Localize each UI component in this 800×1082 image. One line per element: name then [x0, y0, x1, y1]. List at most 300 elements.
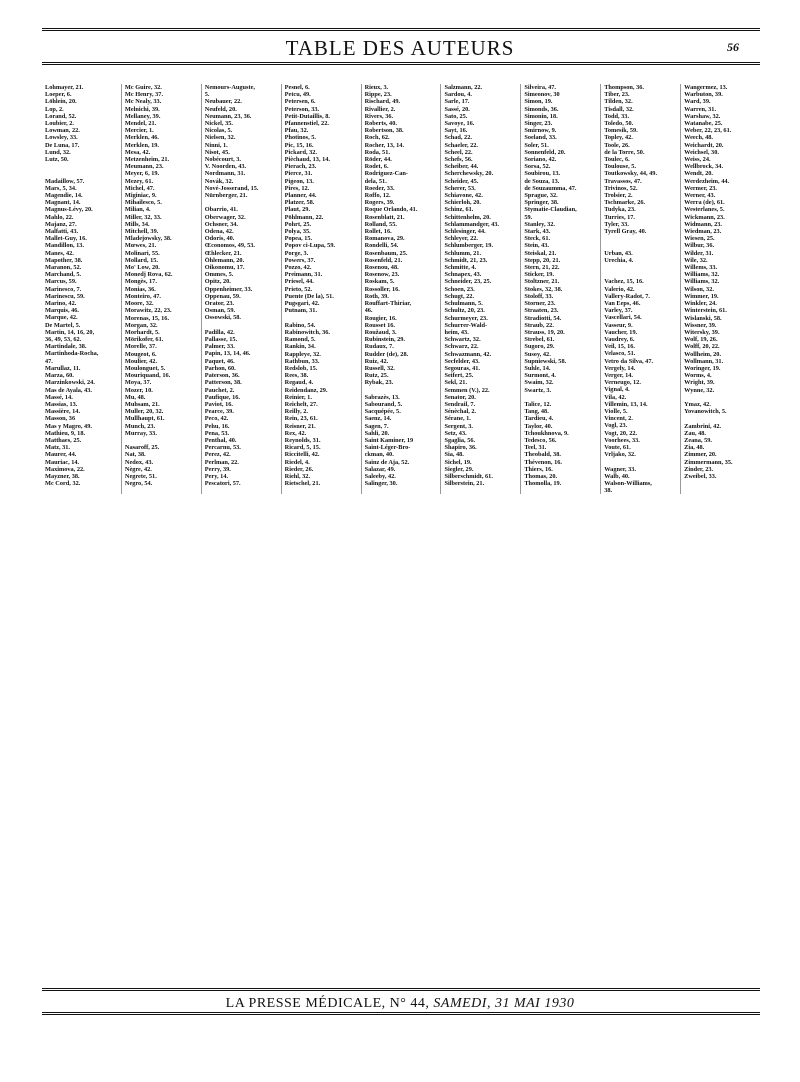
footer-rule-bottom [42, 1012, 760, 1015]
author-entry: Rieder, 26. [284, 465, 314, 473]
author-entry: Rogers, 39. [364, 199, 395, 207]
author-entry: Lowman, 22. [45, 127, 80, 135]
author-entry: Warshaw, 32. [684, 112, 721, 120]
author-entry: Mitchell, 39. [124, 228, 159, 236]
author-entry: Rodet, 6. [364, 163, 389, 171]
author-entry: Sagen, 7. [364, 422, 389, 430]
author-entry: Lop, 2. [45, 105, 64, 113]
author-entry: Stoltzner, 21. [524, 278, 560, 286]
author-entry: Miller, 32, 33. [124, 213, 162, 221]
author-entry: Milian, 4. [124, 206, 151, 214]
author-entry: Urban, 43. [604, 249, 633, 257]
author-entry: Wile, 32. [684, 256, 708, 264]
author-entry: Stern, 21, 22. [524, 264, 560, 272]
author-entry: Odena, 42. [204, 228, 234, 236]
author-entry: Toulouse, 5. [604, 163, 637, 171]
author-entry: Schefs, 56. [444, 156, 473, 164]
author-entry: Nedox, 43. [124, 458, 154, 466]
author-entry: Woringer, 19. [684, 364, 721, 372]
author-entry: Weichsel, 30. [684, 148, 719, 156]
author-entry: Sayt, 16. [444, 127, 468, 135]
author-entry: Roskam, 5. [364, 278, 395, 286]
author-entry: Morgan, 32. [124, 321, 158, 329]
author-entry: Toulec, 6. [604, 156, 630, 164]
author-entry: Rudaux, 7. [364, 343, 394, 351]
author-entry: Öhlemann, 20. [204, 256, 245, 264]
author-entry: Zeana, 59. [684, 436, 712, 444]
author-entry: Salinger, 30. [364, 480, 398, 488]
author-entry: Watanabe, 25. [684, 120, 723, 128]
author-entry: Rondelli, 54. [364, 242, 399, 250]
author-entry: Schaeler, 22. [444, 141, 478, 149]
author-entry: Saenz, 14. [364, 415, 392, 423]
author-entry: Valerio, 42. [604, 285, 635, 293]
author-entry: Roque Orlando, 41. [364, 206, 418, 214]
author-entry: Mladejowsky, 38. [124, 235, 172, 243]
author-entry: de Souza, 13. [524, 177, 560, 185]
author-entry: Murray, 33. [124, 429, 157, 437]
author-entry: De Martel, 5. [45, 321, 81, 329]
author-entry: Zau, 48. [684, 429, 706, 437]
author-entry: Molinari, 55. [124, 249, 160, 257]
author-entry: Masson, 36 [45, 415, 76, 423]
author-entry: Weech, 48. [684, 134, 713, 142]
author-entry: Zweibel, 33. [684, 472, 717, 480]
author-entry: Sarle, 17. [444, 98, 470, 106]
author-entry: Sardou, 4. [444, 91, 472, 99]
author-entry: Loeper, 6. [45, 91, 72, 99]
author-entry: Vetro da Silva, 47. [604, 357, 654, 365]
author-entry: Rivers, 36. [364, 112, 394, 120]
author-entry: Mezey, 61. [124, 177, 154, 185]
author-entry: Weiss, 24. [684, 156, 711, 164]
author-entry: Soriano, 42. [524, 156, 557, 164]
author-entry: Stoloff, 33. [524, 292, 554, 300]
author-entry: Lund, 32. [45, 148, 71, 156]
author-entry: Paviot, 16. [204, 400, 233, 408]
author-entry: Preimann, 31. [284, 271, 323, 279]
index-spacer [285, 315, 358, 322]
author-entry: Majanz, 27. [45, 220, 77, 228]
author-entry: Sichel, 19. [444, 458, 472, 466]
author-entry: Petit-Dutaillis, 8. [284, 112, 330, 120]
author-entry: Verneugo, 12. [604, 379, 641, 387]
author-entry: Madaillow, 57. [45, 177, 85, 185]
author-entry: Steck, 61. [524, 235, 551, 243]
header-rule-bottom [42, 62, 760, 65]
author-entry: Redslob, 15. [284, 364, 318, 372]
author-entry: Ramond, 5. [284, 336, 316, 344]
author-entry: Pfannenstiel, 22. [284, 120, 329, 128]
author-entry: Mathieu, 9, 18. [45, 429, 86, 437]
author-entry: Roberts, 40. [364, 120, 397, 128]
author-entry: Mougeot, 6. [124, 350, 157, 358]
author-entry: Schurmeyer, 23. [444, 314, 488, 322]
author-entry: Seifert, 25. [444, 372, 474, 380]
author-entry: Saint-Léger-Bro- [364, 444, 411, 452]
author-entry: Soeland, 33. [524, 134, 557, 142]
author-entry: Roch, 62. [364, 134, 390, 142]
index-spacer [365, 387, 438, 394]
author-entry: Wollmann, 31. [684, 357, 724, 365]
author-entry: Taylor, 40. [524, 422, 553, 430]
author-entry: Roda, 51. [364, 148, 390, 156]
author-entry: Tiber, 23. [604, 91, 630, 99]
author-entry: Wolff, 20, 22. [684, 343, 720, 351]
author-entry: Vogt, 20, 22. [604, 429, 638, 437]
author-entry: de Souzaumma, 47. [524, 184, 577, 192]
author-entry: Roffo, 12. [364, 192, 391, 200]
author-entry: Osman, 59. [204, 307, 236, 315]
author-entry: Schulmann, 5. [444, 300, 483, 308]
author-entry: Paufique, 16. [204, 393, 240, 401]
author-entry: Talice, 12. [524, 400, 552, 408]
index-column [521, 84, 601, 494]
author-entry: Mo' Low, 20. [124, 264, 160, 272]
author-entry: Negro, 54. [124, 480, 153, 488]
author-entry: Morawitz, 22, 23. [124, 307, 172, 315]
author-entry: Warren, 31. [684, 105, 717, 113]
author-entry: Swaim, 32. [524, 379, 554, 387]
author-entry: Schnapex, 43. [444, 271, 482, 279]
author-entry: Sergent, 3. [444, 422, 473, 430]
author-entry: de la Torre, 50. [604, 148, 645, 156]
author-entry: Morenas, 15, 16. [124, 314, 170, 322]
author-entry: Travassos, 47. [604, 177, 642, 185]
author-entry: Novák, 32. [204, 177, 234, 185]
header-rule-top [42, 28, 760, 31]
author-entry: Padilla, 42. [204, 328, 235, 336]
author-entry: Topley, 42. [604, 134, 633, 142]
author-entry: Schultz, 20, 23. [444, 307, 485, 315]
author-entry: Sticker, 19. [524, 271, 555, 279]
author-entry: Setz, 43. [444, 429, 467, 437]
author-entry: Williams, 32. [684, 271, 720, 279]
author-entry: Nat, 38. [124, 451, 146, 459]
author-entry: Vaudrey, 6. [604, 336, 635, 344]
author-entry: Pohrt, 25. [284, 220, 312, 228]
author-entry: Walson-Williams, [604, 480, 652, 488]
author-entry: Marullaz, 11. [45, 364, 81, 372]
author-entry: Wright, 39. [684, 379, 715, 387]
author-entry: Toledo, 50. [604, 120, 634, 128]
author-entry: Reisner, 21. [284, 422, 316, 430]
index-spacer [45, 170, 118, 177]
author-entry: Mc Cord, 32. [45, 480, 81, 488]
author-entry: Pery, 14. [204, 472, 229, 480]
author-entry: Marquis, 46. [45, 307, 79, 315]
author-entry: Mellaney, 39. [124, 112, 161, 120]
index-spacer [604, 271, 677, 278]
author-entry: Vergely, 14. [604, 364, 636, 372]
author-entry: Pearce, 39. [204, 408, 234, 416]
author-entry: Puente (De la), 51. [284, 292, 334, 300]
author-entry: Williams, 32. [684, 278, 720, 286]
author-entry: Rosenbaum, 25. [364, 249, 408, 257]
author-entry: Tilden, 32. [604, 98, 633, 106]
author-entry: Martin, 14, 16, 20, [45, 328, 95, 336]
author-entry: Rippe, 23. [364, 91, 392, 99]
author-entry: Sahli, 20. [364, 429, 390, 437]
author-entry: Photinos, 5. [284, 134, 316, 142]
author-entry: Reynolds, 31. [284, 436, 321, 444]
author-entry: 46. [364, 307, 373, 315]
author-entry: Matthaes, 25. [45, 436, 82, 444]
author-entry: Mallet-Guy, 16. [45, 235, 87, 243]
author-entry: Manes, 42. [45, 249, 74, 257]
author-entry: Rougier, 16. [364, 314, 397, 322]
author-entry: Maurer, 44. [45, 451, 77, 459]
author-entry: ckman, 40. [364, 451, 394, 459]
footer-rule-top [42, 988, 760, 991]
author-entry: Planner, 44. [284, 192, 317, 200]
author-entry: Paterson, 36. [204, 372, 240, 380]
author-entry: Zinder, 23. [684, 465, 714, 473]
author-entry: Tudyka, 23. [604, 206, 636, 214]
author-entry: Mörikofer, 61. [124, 336, 164, 344]
author-entry: Vogl, 23. [604, 422, 628, 430]
author-entry: Sénèchal, 2. [444, 408, 477, 416]
author-entry: Rabinowitch, 36. [284, 328, 330, 336]
author-entry: Rodriguez-Can- [364, 170, 408, 178]
author-entry: Moya, 37. [124, 379, 152, 387]
index-spacer [45, 163, 118, 170]
author-entry: Moulier, 42. [124, 357, 158, 365]
author-entry: Stein, 43. [524, 242, 550, 250]
author-entry: Neubauer, 22. [204, 98, 242, 106]
author-entry: Vincent, 2. [604, 415, 633, 423]
author-entry: Magnant, 14. [45, 199, 81, 207]
author-entry: Nemours-Auguste, [204, 84, 255, 91]
author-entry: Patterson, 38. [204, 379, 242, 387]
author-entry: Rollet, 16. [364, 228, 392, 236]
author-entry: Mauriac, 14. [45, 458, 80, 466]
author-entry: Metzenheim, 21. [124, 156, 170, 164]
index-spacer [524, 394, 597, 401]
author-entry: Michel, 47. [124, 184, 155, 192]
author-entry: Mozer, 10. [124, 386, 153, 394]
author-entry: Melnichi, 39. [124, 105, 160, 113]
author-entry: Soler, 51. [524, 141, 549, 149]
author-entry: Mahlo, 22. [45, 213, 74, 221]
author-entry: 36, 49, 53, 62. [45, 336, 82, 344]
author-entry: Schwazmann, 42. [444, 350, 492, 358]
index-spacer [125, 437, 198, 444]
author-entry: Winkler, 24. [684, 300, 717, 308]
author-entry: Martinhoda-Rocha, [45, 350, 99, 358]
author-entry: Petersen, 6. [284, 98, 316, 106]
author-entry: Smirnow, 9. [524, 127, 557, 135]
author-entry: Tedesco, 56. [524, 436, 557, 444]
author-entry: Rathbun, 33. [284, 357, 320, 365]
author-entry: Perry, 39. [204, 465, 231, 473]
author-entry: Trivinos, 52. [604, 184, 638, 192]
author-entry: Rex, 42. [284, 429, 307, 437]
author-entry: Riedel, 4. [284, 458, 310, 466]
author-entry: Ninni, 1. [204, 141, 228, 149]
author-entry: Tardieu, 4. [524, 415, 554, 423]
author-entry: Mœwes, 21. [124, 242, 157, 250]
author-entry: Pauchet, 2. [204, 386, 235, 394]
author-entry: Trolsier, 2. [604, 192, 633, 200]
author-entry: Lohmayer, 21. [45, 84, 84, 91]
author-entry: Thomas, 20. [524, 472, 558, 480]
author-entry: Sgaglia, 56. [444, 436, 476, 444]
author-entry: Popov ci-Lupa, 59. [284, 242, 336, 250]
author-entry: Massias, 13. [45, 400, 78, 408]
author-entry: Roth, 39. [364, 292, 389, 300]
author-entry: Singer, 23. [524, 120, 553, 128]
author-entry: Sekl, 21. [444, 379, 468, 387]
author-entry: Werdezheim, 44. [684, 177, 730, 185]
author-entry: Soubirou, 13. [524, 170, 561, 178]
author-entry: Mapother, 38. [45, 256, 83, 264]
author-entry: Reidendanz, 29. [284, 386, 328, 394]
author-entry: Rappleye, 32. [284, 350, 321, 358]
author-entry: heim, 43. [444, 328, 469, 336]
author-entry: Stepp, 20, 21. [524, 256, 561, 264]
author-entry: Wangermez, 13. [684, 84, 728, 91]
author-entry: Magendie, 14. [45, 192, 83, 200]
author-entry: Pfau, 32. [284, 127, 309, 135]
author-entry: Ochsner, 34. [204, 220, 238, 228]
author-entry: Rutz, 25. [364, 372, 389, 380]
author-entry: Sato, 25. [444, 112, 468, 120]
author-entry: Pozzo, 42. [284, 264, 312, 272]
author-entry: Loubier, 2. [45, 120, 74, 128]
author-entry: Schiavone, 42. [444, 192, 483, 200]
author-entry: Schlesinger, 44. [444, 228, 486, 236]
author-entry: Percarnu, 53. [204, 444, 241, 452]
author-entry: Rein, 23, 61. [284, 415, 318, 423]
author-entry: Maranon, 52. [45, 264, 82, 272]
author-entry: Vrljako, 32. [604, 451, 636, 459]
author-entry: Thomolla, 19. [524, 480, 562, 488]
footer-date: SAMEDI, 31 MAI 1930 [433, 996, 575, 1011]
author-entry: Nicolas, 5. [204, 127, 233, 135]
author-entry: Maximova, 22. [45, 465, 85, 473]
author-entry: Wendt, 20. [684, 170, 713, 178]
author-entry: Nickel, 35. [204, 120, 233, 128]
author-entry: Rischard, 49. [364, 98, 401, 106]
author-entry: Schoen, 23. [444, 285, 475, 293]
author-entry: Springer, 38. [524, 199, 559, 207]
author-entry: Vascellari, 54. [604, 314, 642, 322]
author-entry: Meyer, 6, 19. [124, 170, 160, 178]
author-entry: Œconomos, 49, 53. [204, 242, 255, 250]
author-entry: Stanley, 32. [524, 220, 555, 228]
author-entry: Weber, 22, 23, 61. [684, 127, 732, 135]
author-entry: Rietschel, 21. [284, 480, 321, 488]
author-entry: Salazar, 49. [364, 465, 396, 473]
author-entry: Weichardt, 20. [684, 141, 724, 149]
index-column [202, 84, 282, 494]
author-entry: Pic, 15, 16. [284, 141, 314, 149]
author-entry: Lutz, 50. [45, 156, 69, 164]
author-entry: Rosenow, 23. [364, 271, 400, 279]
author-entry: Violle, 5. [604, 408, 628, 416]
author-entry: Mayzner, 38. [45, 472, 80, 480]
author-entry: Schugt, 22. [444, 292, 475, 300]
author-entry: Villemin, 13, 14. [604, 400, 648, 408]
author-entry: Wilson, 32. [684, 285, 714, 293]
author-entry: Reinier, 1. [284, 393, 312, 401]
author-entry: Papin, 13, 14, 46. [204, 350, 251, 358]
author-entry: Zambrini, 42. [684, 422, 722, 430]
author-entry: Scheel, 22. [444, 148, 473, 156]
author-entry: Schmitte, 4. [444, 264, 477, 272]
author-entry: Löhlein, 20. [45, 98, 77, 106]
author-entry: Nürnberger, 21. [204, 192, 248, 200]
author-entry: Wollheim, 20. [684, 350, 722, 358]
author-entry: Muller, 20, 32. [124, 408, 164, 416]
author-entry: Sérane, 1. [444, 415, 471, 423]
author-entry: Nordmann, 31. [204, 170, 246, 178]
author-entry: Straub, 22. [524, 321, 554, 329]
author-entry: Todd, 33. [604, 112, 630, 120]
author-entry: 59. [524, 213, 533, 221]
author-entry: Storner, 23. [524, 300, 556, 308]
author-entry: Sugoro, 29. [524, 343, 555, 351]
author-entry: Tyrell Gray, 40. [604, 228, 647, 236]
author-entry: Pena, 53. [204, 429, 230, 437]
author-entry: Shapiro, 36. [444, 444, 477, 452]
author-entry: Neufeld, 20. [204, 105, 237, 113]
author-entry: Plaut, 29. [284, 206, 311, 214]
author-entry: Riehl, 32. [284, 472, 311, 480]
author-entry: Platzer, 58. [284, 199, 315, 207]
author-entry: Rubinstein, 29. [364, 336, 405, 344]
author-entry: Petcu, 49. [284, 91, 311, 99]
index-spacer [604, 459, 677, 466]
author-entry: Sacquépée, 5. [364, 408, 401, 416]
author-entry: Marino, 42. [45, 300, 77, 308]
author-entry: Lowsley, 33. [45, 134, 78, 142]
author-entry: Pigeon, 13. [284, 177, 314, 185]
author-entry: Sainz de Aja, 52. [364, 458, 410, 466]
author-entry: Zimmermann, 35. [684, 458, 733, 466]
author-entry: Thiers, 16. [524, 465, 553, 473]
author-entry: Pierce, 31. [284, 170, 313, 178]
author-entry: Nobécourt, 3. [204, 156, 241, 164]
author-entry: Saint Kaminer, 19 [364, 436, 414, 444]
author-entry: Miginiac, 9. [124, 192, 157, 200]
author-entry: Pickard, 32. [284, 148, 318, 156]
author-entry: Rosenblatt, 21. [364, 213, 405, 221]
author-entry: Toutkowsky, 44, 49. [604, 170, 658, 178]
author-entry: Nielsen, 32. [204, 134, 236, 142]
author-entry: Simonin, 18. [524, 112, 558, 120]
author-entry: Strauss, 19, 20. [524, 328, 565, 336]
author-entry: Obarrio, 41. [204, 206, 238, 214]
author-entry: Rolland, 55. [364, 220, 397, 228]
author-entry: Scheider, 45. [444, 177, 479, 185]
author-entry: Mas de Ayala, 43. [45, 386, 92, 394]
author-entry: Marza, 60. [45, 372, 74, 380]
author-entry: Powers, 37. [284, 256, 316, 264]
author-entry: Wimmer, 19. [684, 292, 719, 300]
author-entry: Pöhlmann, 22. [284, 213, 324, 221]
index-column [362, 84, 442, 494]
author-entry: Siegler, 29. [444, 465, 474, 473]
author-entry: Pescatori, 57. [204, 480, 241, 488]
author-entry: Neumann, 23, 36. [204, 112, 252, 120]
author-entry: Morhardt, 5. [124, 328, 160, 336]
author-entry: Roužaud, 3. [364, 328, 397, 336]
author-entry: Thévenon, 16. [524, 458, 562, 466]
author-entry: Ossowski, 58. [204, 314, 241, 322]
author-entry: Tyler, 33. [604, 220, 629, 228]
